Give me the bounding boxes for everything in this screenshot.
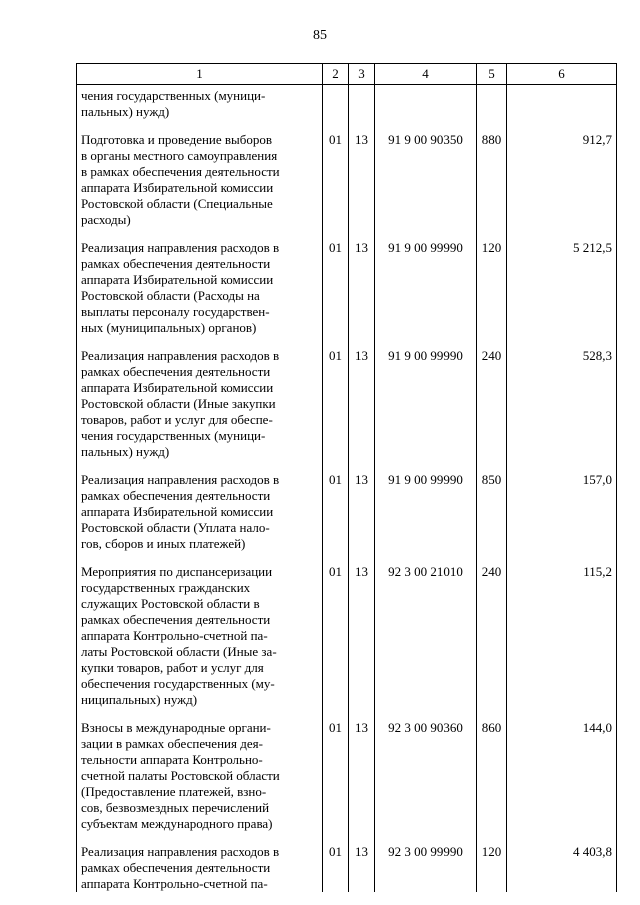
expense-type-code: 850: [477, 469, 507, 561]
amount-value: 115,2: [507, 561, 617, 717]
description-line: аппарата Избирательной комиссии: [81, 272, 274, 287]
description-line: сов, безвозмездных перечислений: [81, 800, 270, 815]
section-code: 01: [323, 345, 349, 469]
expense-type-code: [477, 85, 507, 130]
description-line: в органы местного самоуправления: [81, 148, 278, 163]
subsection-code: 13: [349, 129, 375, 237]
amount-value: 912,7: [507, 129, 617, 237]
description-line: латы Ростовской области (Иные за-: [81, 644, 277, 659]
expense-description: [77, 469, 323, 561]
description-line: (Предоставление платежей, взно-: [81, 784, 267, 799]
description-line: пальных) нужд): [81, 444, 170, 459]
target-article-code: 91 9 00 99990: [375, 345, 477, 469]
target-article-code: [375, 85, 477, 130]
target-article-code: 91 9 00 99990: [375, 237, 477, 345]
description-line: в рамках обеспечения деятельности: [81, 164, 280, 179]
table-row: [77, 85, 617, 130]
description-line: Реализация направления расходов в: [81, 472, 280, 487]
description-line: аппарата Контрольно-счетной па-: [81, 628, 268, 643]
description-line: обеспечения государственных (му-: [81, 676, 275, 691]
expense-description: [77, 561, 323, 717]
column-header: 6: [507, 64, 617, 85]
amount-value: 528,3: [507, 345, 617, 469]
section-code: 01: [323, 129, 349, 237]
description-line: аппарата Избирательной комиссии: [81, 180, 274, 195]
description-line: Ростовской области (Иные закупки: [81, 396, 276, 411]
table-row: [77, 129, 617, 237]
section-code: 01: [323, 237, 349, 345]
description-line: выплаты персоналу государствен-: [81, 304, 270, 319]
expense-description: [77, 345, 323, 469]
description-line: Ростовской области (Специальные: [81, 196, 273, 211]
amount-value: 144,0: [507, 717, 617, 841]
description-line: Реализация направления расходов в: [81, 844, 280, 859]
expense-description: [77, 237, 323, 345]
target-article-code: 91 9 00 90350: [375, 129, 477, 237]
column-header: 1: [77, 64, 323, 85]
table-row: [77, 841, 617, 892]
description-line: тельности аппарата Контрольно-: [81, 752, 263, 767]
column-header: 4: [375, 64, 477, 85]
subsection-code: [349, 85, 375, 130]
description-line: рамках обеспечения деятельности: [81, 612, 271, 627]
amount-value: 4 403,8: [507, 841, 617, 892]
expense-description: [77, 841, 323, 892]
column-header: 5: [477, 64, 507, 85]
description-line: пальных) нужд): [81, 104, 170, 119]
description-line: Ростовской области (Расходы на: [81, 288, 260, 303]
section-code: [323, 85, 349, 130]
subsection-code: 13: [349, 717, 375, 841]
amount-value: 5 212,5: [507, 237, 617, 345]
table-row: [77, 469, 617, 561]
subsection-code: 13: [349, 561, 375, 717]
table-row: [77, 237, 617, 345]
description-line: государственных гражданских: [81, 580, 251, 595]
description-line: аппарата Избирательной комиссии: [81, 380, 274, 395]
section-code: 01: [323, 561, 349, 717]
expense-type-code: 120: [477, 841, 507, 892]
target-article-code: 92 3 00 90360: [375, 717, 477, 841]
description-line: чения государственных (муници-: [81, 88, 266, 103]
target-article-code: 91 9 00 99990: [375, 469, 477, 561]
description-line: товаров, работ и услуг для обеспе-: [81, 412, 273, 427]
description-line: субъектам международного права): [81, 816, 273, 831]
section-code: 01: [323, 717, 349, 841]
description-line: Реализация направления расходов в: [81, 348, 280, 363]
column-header: 2: [323, 64, 349, 85]
subsection-code: 13: [349, 237, 375, 345]
section-code: 01: [323, 841, 349, 892]
description-line: Реализация направления расходов в: [81, 240, 280, 255]
table-row: [77, 345, 617, 469]
table-header-row: [77, 64, 617, 85]
budget-table: [76, 63, 617, 892]
description-line: ных (муниципальных) органов): [81, 320, 257, 335]
description-line: рамках обеспечения деятельности: [81, 488, 271, 503]
page-number: 85: [313, 28, 327, 43]
description-line: гов, сборов и иных платежей): [81, 536, 246, 551]
table-row: [77, 717, 617, 841]
description-line: счетной палаты Ростовской области: [81, 768, 280, 783]
description-line: Взносы в международные органи-: [81, 720, 271, 735]
subsection-code: 13: [349, 841, 375, 892]
table-row: [77, 561, 617, 717]
column-header: 3: [349, 64, 375, 85]
expense-type-code: 240: [477, 345, 507, 469]
subsection-code: 13: [349, 345, 375, 469]
description-line: Мероприятия по диспансеризации: [81, 564, 273, 579]
expense-type-code: 240: [477, 561, 507, 717]
expense-description: [77, 717, 323, 841]
subsection-code: 13: [349, 469, 375, 561]
description-line: аппарата Избирательной комиссии: [81, 504, 274, 519]
description-line: Ростовской области (Уплата нало-: [81, 520, 270, 535]
expense-type-code: 880: [477, 129, 507, 237]
description-line: служащих Ростовской области в: [81, 596, 260, 611]
description-line: рамках обеспечения деятельности: [81, 364, 271, 379]
section-code: 01: [323, 469, 349, 561]
description-line: рамках обеспечения деятельности: [81, 860, 271, 875]
description-line: расходы): [81, 212, 131, 227]
description-line: рамках обеспечения деятельности: [81, 256, 271, 271]
description-line: аппарата Контрольно-счетной па-: [81, 876, 268, 891]
description-line: купки товаров, работ и услуг для: [81, 660, 264, 675]
description-line: Подготовка и проведение выборов: [81, 132, 273, 147]
expense-description: [77, 129, 323, 237]
description-line: зации в рамках обеспечения дея-: [81, 736, 263, 751]
description-line: ниципальных) нужд): [81, 692, 198, 707]
expense-description: [77, 85, 323, 130]
target-article-code: 92 3 00 99990: [375, 841, 477, 892]
description-line: чения государственных (муници-: [81, 428, 266, 443]
target-article-code: 92 3 00 21010: [375, 561, 477, 717]
expense-type-code: 120: [477, 237, 507, 345]
amount-value: 157,0: [507, 469, 617, 561]
expense-type-code: 860: [477, 717, 507, 841]
amount-value: [507, 85, 617, 130]
